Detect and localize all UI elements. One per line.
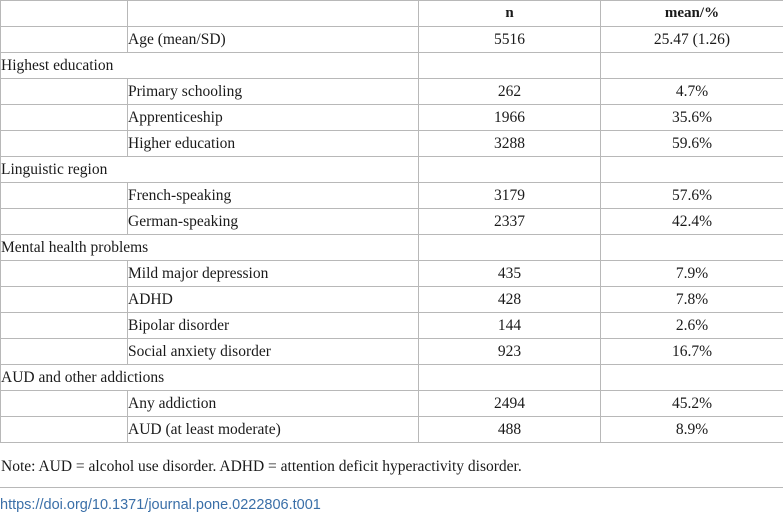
cell-n: 3288 xyxy=(419,131,601,157)
table-row xyxy=(1,79,783,105)
row-label: Apprenticeship xyxy=(128,105,419,131)
cell-mean: 4.7% xyxy=(601,79,783,105)
indent-cell xyxy=(1,183,128,209)
cell-n: 2494 xyxy=(419,391,601,417)
cell-mean: 16.7% xyxy=(601,339,783,365)
cell-mean: 7.9% xyxy=(601,261,783,287)
table-row xyxy=(1,339,783,365)
table-row xyxy=(1,183,783,209)
cell-mean: 42.4% xyxy=(601,209,783,235)
row-label: Social anxiety disorder xyxy=(128,339,419,365)
table-row xyxy=(1,287,783,313)
cell-mean: 35.6% xyxy=(601,105,783,131)
empty-cell xyxy=(419,235,601,261)
cell-mean: 25.47 (1.26) xyxy=(601,27,783,53)
indent-cell xyxy=(1,339,128,365)
empty-cell xyxy=(601,53,783,79)
row-label: Primary schooling xyxy=(128,79,419,105)
table-row xyxy=(1,313,783,339)
cell-mean: 57.6% xyxy=(601,183,783,209)
cell-n: 2337 xyxy=(419,209,601,235)
cell-n: 435 xyxy=(419,261,601,287)
table-row xyxy=(1,261,783,287)
table-row xyxy=(1,27,783,53)
header-cell-blank-2 xyxy=(128,1,419,27)
group-label: Highest education xyxy=(1,53,419,79)
table-note: Note: AUD = alcohol use disorder. ADHD = attention deficit hyperactivity disorder. xyxy=(1,458,522,475)
indent-cell xyxy=(1,313,128,339)
cell-mean: 7.8% xyxy=(601,287,783,313)
group-row xyxy=(1,157,783,183)
header-cell-blank-1 xyxy=(1,1,128,27)
row-label: Any addiction xyxy=(128,391,419,417)
header-row xyxy=(1,1,783,27)
indent-cell xyxy=(1,79,128,105)
cell-mean: 2.6% xyxy=(601,313,783,339)
row-label: Mild major depression xyxy=(128,261,419,287)
indent-cell xyxy=(1,105,128,131)
empty-cell xyxy=(419,365,601,391)
indent-cell xyxy=(1,131,128,157)
group-row xyxy=(1,365,783,391)
empty-cell xyxy=(419,53,601,79)
divider xyxy=(0,487,783,488)
table-row xyxy=(1,105,783,131)
empty-cell xyxy=(601,157,783,183)
table-row xyxy=(1,417,783,443)
cell-mean: 8.9% xyxy=(601,417,783,443)
row-label: Age (mean/SD) xyxy=(128,27,419,53)
indent-cell xyxy=(1,391,128,417)
row-label: French-speaking xyxy=(128,183,419,209)
header-mean: mean/% xyxy=(601,1,783,27)
group-label: Linguistic region xyxy=(1,157,419,183)
group-row xyxy=(1,53,783,79)
indent-cell xyxy=(1,209,128,235)
cell-n: 923 xyxy=(419,339,601,365)
row-label: German-speaking xyxy=(128,209,419,235)
empty-cell xyxy=(601,365,783,391)
row-label: Higher education xyxy=(128,131,419,157)
cell-n: 262 xyxy=(419,79,601,105)
doi-link[interactable]: https://doi.org/10.1371/journal.pone.0222806.t001 xyxy=(0,497,321,513)
empty-cell xyxy=(601,235,783,261)
cell-n: 5516 xyxy=(419,27,601,53)
cell-n: 1966 xyxy=(419,105,601,131)
table-row xyxy=(1,209,783,235)
indent-cell xyxy=(1,27,128,53)
table-row xyxy=(1,391,783,417)
group-label: Mental health problems xyxy=(1,235,419,261)
empty-cell xyxy=(419,157,601,183)
cell-mean: 59.6% xyxy=(601,131,783,157)
row-label: Bipolar disorder xyxy=(128,313,419,339)
indent-cell xyxy=(1,287,128,313)
group-row xyxy=(1,235,783,261)
group-label: AUD and other addictions xyxy=(1,365,419,391)
cell-n: 3179 xyxy=(419,183,601,209)
indent-cell xyxy=(1,261,128,287)
table-row xyxy=(1,131,783,157)
cell-mean: 45.2% xyxy=(601,391,783,417)
cell-n: 144 xyxy=(419,313,601,339)
cell-n: 488 xyxy=(419,417,601,443)
row-label: ADHD xyxy=(128,287,419,313)
cell-n: 428 xyxy=(419,287,601,313)
indent-cell xyxy=(1,417,128,443)
row-label: AUD (at least moderate) xyxy=(128,417,419,443)
header-n: n xyxy=(419,1,601,27)
